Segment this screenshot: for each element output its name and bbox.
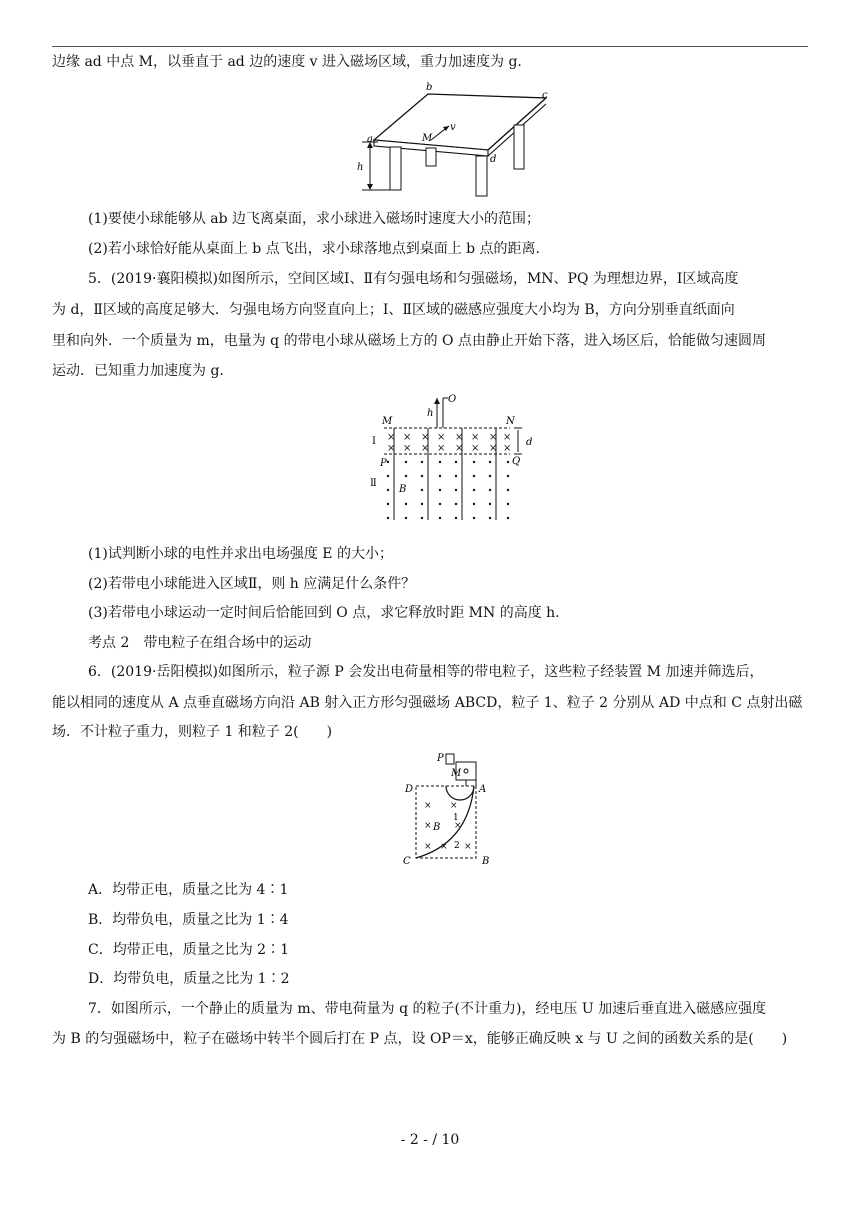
label-P: P — [380, 458, 387, 469]
svg-text:×: × — [424, 801, 432, 811]
square-field-figure — [398, 748, 508, 868]
label-a: a — [367, 134, 373, 145]
text-line: (3)若带电小球运动一定时间后恰能回到 O 点，求它释放时距 MN 的高度 h. — [88, 605, 560, 621]
label-B: B — [482, 856, 490, 867]
option-c: C．均带正电，质量之比为 2∶1 — [88, 942, 289, 958]
option-b: B．均带负电，质量之比为 1∶4 — [88, 912, 289, 928]
svg-text:×: × — [489, 432, 498, 443]
svg-text:×: × — [450, 801, 458, 811]
svg-text:×: × — [471, 443, 480, 454]
text-line: 边缘 ad 中点 M，以垂直于 ad 边的速度 v 进入磁场区域，重力加速度为 g. — [52, 54, 522, 70]
svg-text:×: × — [421, 432, 430, 443]
svg-text:×: × — [455, 432, 464, 443]
label-particle-1: 1 — [453, 813, 459, 823]
svg-text:×: × — [454, 821, 462, 831]
svg-text:×: × — [455, 443, 464, 454]
svg-text:×: × — [403, 443, 412, 454]
option-a: A．均带正电，质量之比为 4∶1 — [88, 882, 289, 898]
text-line: 5．(2019·襄阳模拟)如图所示，空间区域Ⅰ、Ⅱ有匀强电场和匀强磁场，MN、PQ 为理想边界，Ⅰ区域高度 — [88, 271, 739, 287]
label-d: d — [490, 154, 497, 165]
text-line: (2)若带电小球能进入区域Ⅱ，则 h 应满足什么条件？ — [88, 576, 416, 592]
option-d: D．均带负电，质量之比为 1∶2 — [88, 971, 290, 987]
svg-text:×: × — [464, 842, 472, 852]
label-I: Ⅰ — [372, 436, 376, 447]
text-line: (2)若小球恰好能从桌面上 b 点飞出，求小球落地点到桌面上 b 点的距离. — [88, 241, 541, 257]
svg-text:×: × — [403, 432, 412, 443]
label-h: h — [357, 162, 364, 173]
svg-text:×: × — [437, 432, 446, 443]
text-line: 里和向外．一个质量为 m，电量为 q 的带电小球从磁场上方的 O 点由静止开始下落，进入场区后，恰能做匀速圆周 — [52, 333, 766, 349]
label-M: M — [422, 133, 433, 144]
svg-text:×: × — [489, 443, 498, 454]
svg-text:×: × — [440, 842, 448, 852]
label-h: h — [427, 408, 434, 419]
field-regions-figure — [366, 390, 536, 530]
label-II: Ⅱ — [370, 478, 377, 489]
label-C: C — [403, 856, 411, 867]
label-P: P — [437, 753, 444, 764]
svg-text:×: × — [421, 443, 430, 454]
text-line: 7．如图所示，一个静止的质量为 m、带电荷量为 q 的粒子(不计重力)，经电压 U 加速后垂直进入磁感应强度 — [88, 1001, 767, 1017]
label-d: d — [526, 437, 533, 448]
table-figure — [350, 80, 560, 200]
text-line: (1)试判断小球的电性并求出电场强度 E 的大小； — [88, 546, 393, 562]
text-line: 运动．已知重力加速度为 g. — [52, 363, 224, 379]
label-N: N — [506, 416, 515, 427]
text-line: 场．不计粒子重力，则粒子 1 和粒子 2( ) — [52, 724, 333, 740]
label-M: M — [382, 416, 393, 427]
label-v: v — [450, 122, 456, 133]
svg-text:×: × — [387, 443, 396, 454]
page-number: - 2 - / 10 — [400, 1132, 460, 1148]
svg-text:×: × — [503, 443, 512, 454]
text-line: 6．(2019·岳阳模拟)如图所示，粒子源 P 会发出电荷量相等的带电粒子，这些粒子经装置 M 加速并筛选后， — [88, 664, 764, 680]
label-particle-2: 2 — [454, 841, 460, 851]
section-title: 考点 2 带电粒子在组合场中的运动 — [88, 635, 312, 651]
svg-text:×: × — [387, 432, 396, 443]
svg-text:×: × — [437, 443, 446, 454]
text-line: 为 B 的匀强磁场中，粒子在磁场中转半个圆后打在 P 点，设 OP＝x，能够正确反映 x 与 U 之间的函数关系的是( ) — [52, 1031, 788, 1047]
text-line: 能以相同的速度从 A 点垂直磁场方向沿 AB 射入正方形匀强磁场 ABCD，粒子 1、粒子 2 分别从 AD 中点和 C 点射出磁 — [52, 695, 803, 711]
label-Q: Q — [512, 456, 521, 467]
label-B: B — [399, 484, 407, 495]
svg-text:×: × — [503, 432, 512, 443]
svg-text:×: × — [471, 432, 480, 443]
svg-text:×: × — [424, 821, 432, 831]
text-line: (1)要使小球能够从 ab 边飞离桌面，求小球进入磁场时速度大小的范围； — [88, 211, 541, 227]
svg-text:×: × — [424, 842, 432, 852]
label-b: b — [426, 82, 433, 93]
text-line: 为 d，Ⅱ区域的高度足够大．匀强电场方向竖直向上；Ⅰ、Ⅱ区域的磁感应强度大小均为 B，方向分别垂直纸面向 — [52, 302, 735, 318]
label-A: A — [479, 784, 487, 795]
label-O: O — [448, 394, 457, 405]
header-rule — [52, 46, 808, 47]
label-D: D — [405, 784, 414, 795]
label-M: M — [451, 768, 462, 779]
label-c: c — [542, 90, 548, 101]
label-B-field: B — [433, 822, 441, 833]
